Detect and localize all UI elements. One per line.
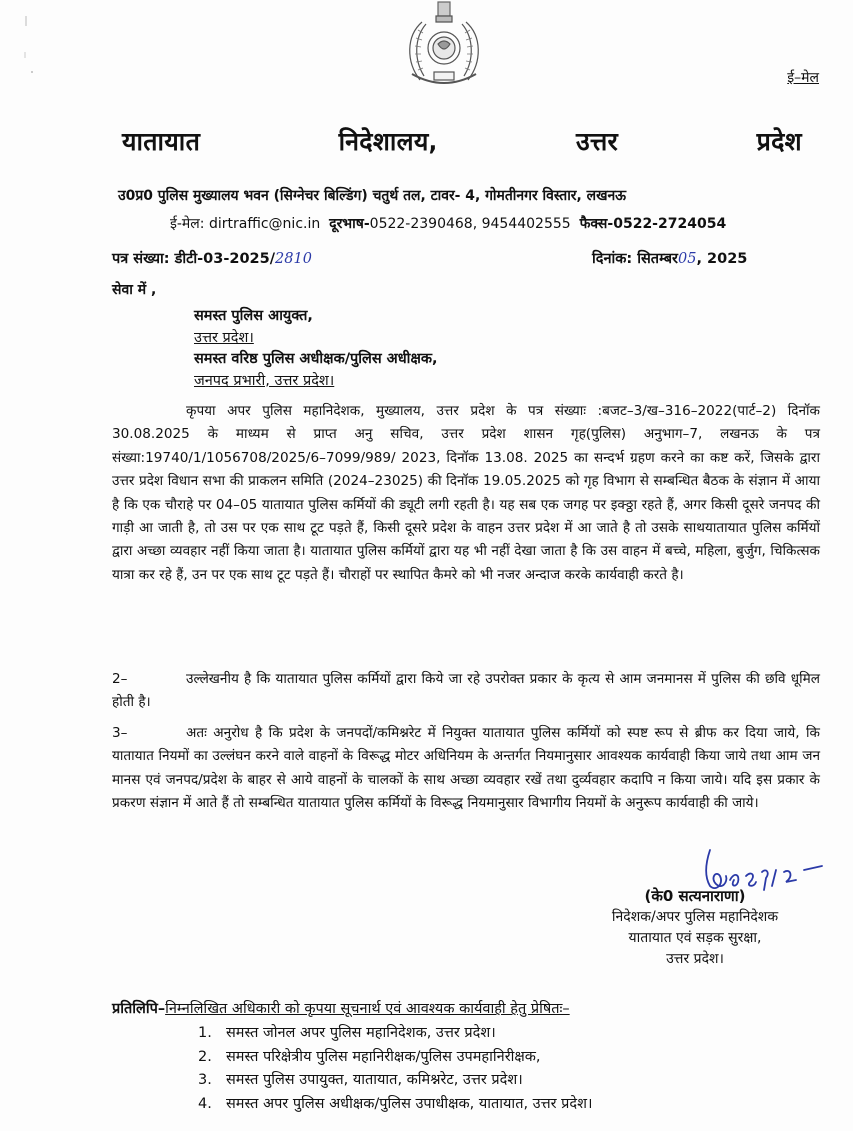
fax-number: 0522-2724054 bbox=[613, 216, 727, 232]
date-year: , 2025 bbox=[696, 251, 748, 267]
date-label: दिनांक: सितम्बर bbox=[592, 251, 678, 267]
addressee-line: समस्त वरिष्ठ पुलिस अधीक्षक/पुलिस अधीक्षक, bbox=[194, 351, 438, 367]
item-text: समस्त परिक्षेत्रीय पुलिस महानिरीक्षक/पुलिस उपमहानिरीक्षक, bbox=[226, 1048, 541, 1065]
signatory-designation: उत्तर प्रदेश। bbox=[666, 951, 724, 967]
copy-to-heading bbox=[112, 998, 570, 1018]
office-title-word: प्रदेश bbox=[756, 127, 802, 156]
addressee-line: जनपद प्रभारी, उत्तर प्रदेश। bbox=[194, 372, 335, 389]
office-title-word: उत्तर bbox=[575, 127, 619, 156]
office-title bbox=[122, 124, 802, 158]
margin-marks bbox=[14, 12, 34, 82]
item-number: 2. bbox=[198, 1048, 212, 1065]
paragraph-number: 3– bbox=[112, 725, 128, 741]
copy-to-item bbox=[198, 1069, 592, 1093]
copy-to-text: निम्नलिखित अधिकारी को कृपया सूचनार्थ एवं आवश्यक कार्यवाही हेतु प्रेषितः– bbox=[165, 1001, 570, 1017]
copy-to-item bbox=[198, 1093, 592, 1117]
item-text: समस्त पुलिस उपायुक्त, यातायात, कमिश्नरेट, उत्तर प्रदेश। bbox=[226, 1072, 523, 1088]
signature-block bbox=[560, 838, 830, 970]
up-police-emblem-icon bbox=[398, 0, 490, 92]
letter-number-handwritten: 2810 bbox=[275, 251, 312, 267]
letter-number-label: पत्र संख्या: डीटी-03-2025/ bbox=[112, 251, 276, 267]
copy-to-item bbox=[198, 1022, 592, 1046]
office-title-word: निदेशालय, bbox=[338, 127, 438, 156]
copy-to-label: प्रतिलिपि– bbox=[112, 1001, 166, 1017]
letter-date bbox=[592, 248, 747, 268]
email-link[interactable]: dirtraffic@nic.in bbox=[208, 216, 321, 232]
item-number: 3. bbox=[198, 1072, 212, 1088]
email-label: ई-मेल: bbox=[170, 216, 205, 232]
copy-to-list bbox=[198, 1022, 592, 1116]
email-tag: ई–मेल bbox=[787, 70, 819, 86]
paragraph-text: अतः अनुरोध है कि प्रदेश के जनपदों/कमिश्नरेट में नियुक्त यातायात पुलिस कर्मियों को स्पष्ट रूप से ब्रीफ कर दिया जाये, कि यातायात नियमों का उल्लंघन करने वाले वाहनों के विरूद्ध मोटर अधिनियम के अन्तर्गत नियमानुसार आवश्यक कार्यवाही किया जाये तथा आम जन मानस एवं जनपद/प्रदेश के बाहर से आये वाहनों के चालकों के साथ अच्छा व्यवहार रखें तथा दुर्व्यवहार कदापि न किया जाये। यदि इस प्रकार के प्रकरण संज्ञान में आते हैं तो सम्बन्धित यातायात पुलिस कर्मियों के विरूद्ध नियमानुसार विभागीय नियमों के अनुरूप कार्यवाही की जाये। bbox=[112, 725, 820, 812]
paragraph-text: उल्लेखनीय है कि यातायात पुलिस कर्मियों द्वारा किये जा रहे उपरोक्त प्रकार के कृत्य से आम जनमानस में पुलिस की छवि धूमिल होती है। bbox=[112, 671, 820, 711]
item-number: 4. bbox=[198, 1095, 212, 1112]
signatory-designation: यातायात एवं सड़क सुरक्षा, bbox=[628, 930, 762, 946]
phone-label: दूरभाष- bbox=[329, 216, 370, 232]
office-address: उ0प्र0 पुलिस मुख्यालय भवन (सिग्नेचर बिल्डिंग) चतुर्थ तल, टावर- 4, गोमतीनगर विस्तार, लखनऊ bbox=[118, 188, 627, 204]
paragraph-3 bbox=[112, 722, 820, 816]
date-day-handwritten: 05 bbox=[678, 251, 697, 267]
item-number: 1. bbox=[198, 1025, 212, 1041]
addressee-line: समस्त पुलिस आयुक्त, bbox=[194, 308, 313, 324]
paragraph-number: 2– bbox=[112, 671, 128, 687]
office-title-word: यातायात bbox=[122, 127, 201, 156]
addressee-line: उत्तर प्रदेश। bbox=[194, 329, 254, 346]
phone-numbers: 0522-2390468, 9454402555 bbox=[369, 216, 571, 232]
paragraph-1: कृपया अपर पुलिस महानिदेशक, मुख्यालय, उत्तर प्रदेश के पत्र संख्याः :बजट–3/ख–316–2022(पार्ट–2) दिनॉक 30.08.2025 के माध्यम से प्राप्त अनु सचिव, उत्तर प्रदेश शासन गृह(पुलिस) अनुभाग–7, लखनऊ के पत्र संख्या:19740/1/1056708/2025/6–7099/989/ 2023, दिनॉक 13.08. 2025 का सन्दर्भ ग्रहण करने का कष्ट करें, जिसके द्वारा उत्तर प्रदेश विधान सभा की प्राकलन समिति (2024–23025) की दिनॉक 19.05.2025 को गृह विभाग से सम्बन्धित बैठक के संज्ञान में आया है कि एक चौराहे पर 04–05 यातायात पुलिस कर्मियों की ड्यूटी लगी रहती है। यह सब एक जगह पर इक्ठ्ठा रहते हैं, अगर किसी दूसरे जनपद की गाड़ी आ जाती है, तो उस पर एक साथ टूट पड़ते हैं, किसी दूसरे प्रदेश के वाहन उत्तर प्रदेश में आ जाते है तो उसके साथयातायात पुलिस कर्मियों द्वारा अच्छा व्यवहार नहीं किया जाता है। यातायात पुलिस कर्मियों द्वारा यह भी नहीं देखा जाता है कि उस वाहन में बच्चे, महिला, बुर्जुग, चिकित्सक यात्रा कर रहे हैं, उन पर एक साथ टूट पड़ते हैं। चौराहों पर स्थापित कैमरे को भी नजर अन्दाज करके कार्यवाही करते है। bbox=[112, 403, 820, 583]
salutation: सेवा में , bbox=[112, 282, 157, 298]
addressee-block bbox=[194, 306, 437, 392]
signatory-designation: निदेशक/अपर पुलिस महानिदेशक bbox=[611, 909, 779, 925]
signatory-name: (के0 सत्यनाराणा) bbox=[644, 887, 746, 905]
item-text: समस्त अपर पुलिस अधीक्षक/पुलिस उपाधीक्षक, यातायात, उत्तर प्रदेश। bbox=[226, 1095, 593, 1112]
item-text: समस्त जोनल अपर पुलिस महानिदेशक, उत्तर प्रदेश। bbox=[226, 1025, 496, 1041]
paragraph-2 bbox=[112, 668, 820, 715]
copy-to-item bbox=[198, 1046, 592, 1070]
contact-line bbox=[170, 214, 726, 233]
fax-label: फैक्स- bbox=[579, 216, 614, 232]
letter-number bbox=[112, 248, 312, 268]
